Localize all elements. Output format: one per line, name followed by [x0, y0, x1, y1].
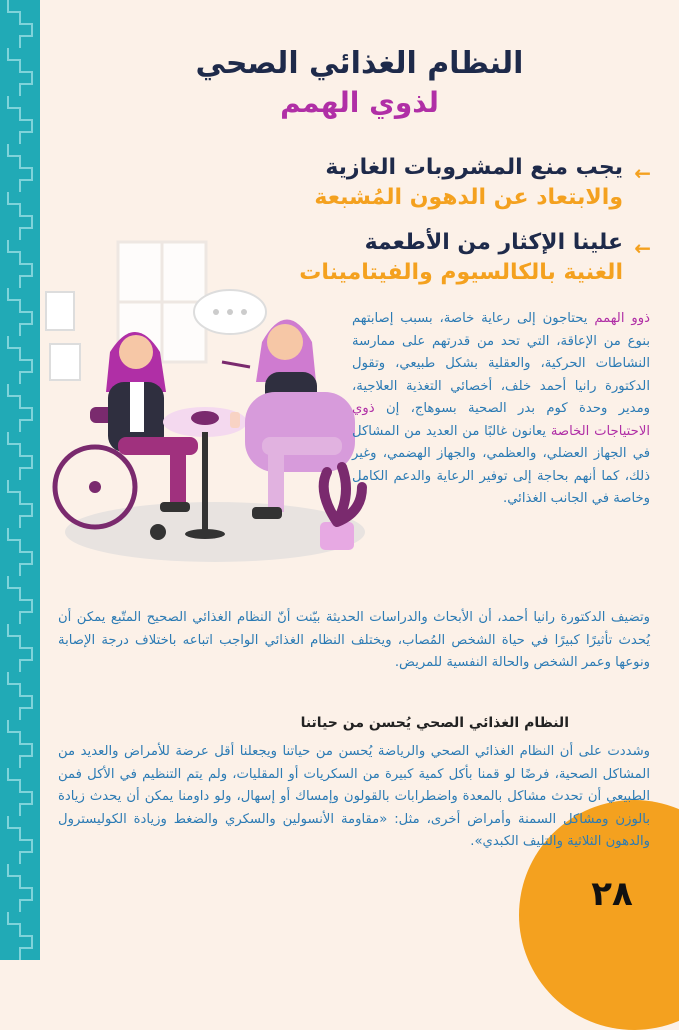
subheading: النظام الغذائي الصحي يُحسن من حياتنا: [300, 715, 569, 731]
highlight-special-needs: ذوي الاحتياجات الخاصة: [352, 401, 651, 439]
page-number: ٢٨: [591, 874, 633, 914]
bullet-2-line1: علينا الإكثار من الأطعمة: [364, 230, 623, 255]
bullet-1-line2: والابتعاد عن الدهون المُشبعة: [314, 185, 623, 210]
bullet-1: [89, 153, 649, 213]
highlight-people-of-determination: ذوو الهمم: [594, 311, 650, 326]
decorative-side-strip: [0, 0, 40, 960]
arrow-icon: ←: [634, 236, 651, 260]
paragraph-1-part2: يعانون غالبًا من العديد من المشاكل في الجهاز العضلي، والعظمي، والجهاز الهضمي، وغير ذلك، كما أنهم بحاجة إلى توفير الرعاية والدعم الكامل وخاصة في الجانب الغذائي.: [352, 423, 650, 506]
article-title: [60, 44, 659, 122]
paragraph-2: وتضيف الدكتورة رانيا أحمد، أن الأبحاث والدراسات الحديثة بيّنت أنّ النظام الغذائي الصحيح المتّبع يمكن أن يُحدث تأثيرًا كبيرًا في حياة الشخص المُصاب، ويختلف النظام الغذائي الواجب اتباعه باختلاف درجة الإصابة ونوعها وعمر الشخص والحالة النفسية للمريض.: [58, 610, 650, 670]
bullet-2-line2: الغنية بالكالسيوم والفيتامينات: [299, 260, 623, 285]
title-main: النظام الغذائي الصحي: [195, 46, 524, 81]
title-sub: لذوي الهمم: [280, 86, 439, 119]
paragraph-1-part1: يحتاجون إلى رعاية خاصة، بسبب إصابتهم بنوع من الإعاقة، التي تحد من قدرتهم على ممارسة النشاطات الحركية، والعقلية بشكل طبيعي، وتقول الدكتورة رانيا أحمد خلف، أخصائي التغذية العلاجية، ومدير وحدة كوم بدر الصحية بسوهاج، إن: [352, 311, 650, 416]
paragraph-1: [352, 308, 650, 511]
paragraph-3: وشددت على أن النظام الغذائي الصحي والرياضة يُحسن من حياتنا ويجعلنا أقل عرضة للأمراض والعديد من المشاكل الصحية، فرضًا لو قمنا بأكل كمية كبيرة من السكريات أو المقليات، ولم يتم التنظيم في الأكل فمن الطبيعي أن تحدث مشاكل بالمعدة واضطرابات بالقولون وإمساك أو إسهال، ولو داومنا يمكن أن يحدث زيادة بالوزن ومشاكل السمنة وأمراض أخرى، مثل: «مقاومة الأنسولين والسكري والضغط وزيادة الكوليسترول والدهون الثلاثية والتليف الكبدي».: [58, 744, 650, 849]
bullet-1-line1: يجب منع المشروبات الغازية: [325, 155, 623, 180]
arrow-icon: ←: [634, 161, 651, 185]
two-women-dining-wheelchair-illustration: [40, 232, 370, 577]
